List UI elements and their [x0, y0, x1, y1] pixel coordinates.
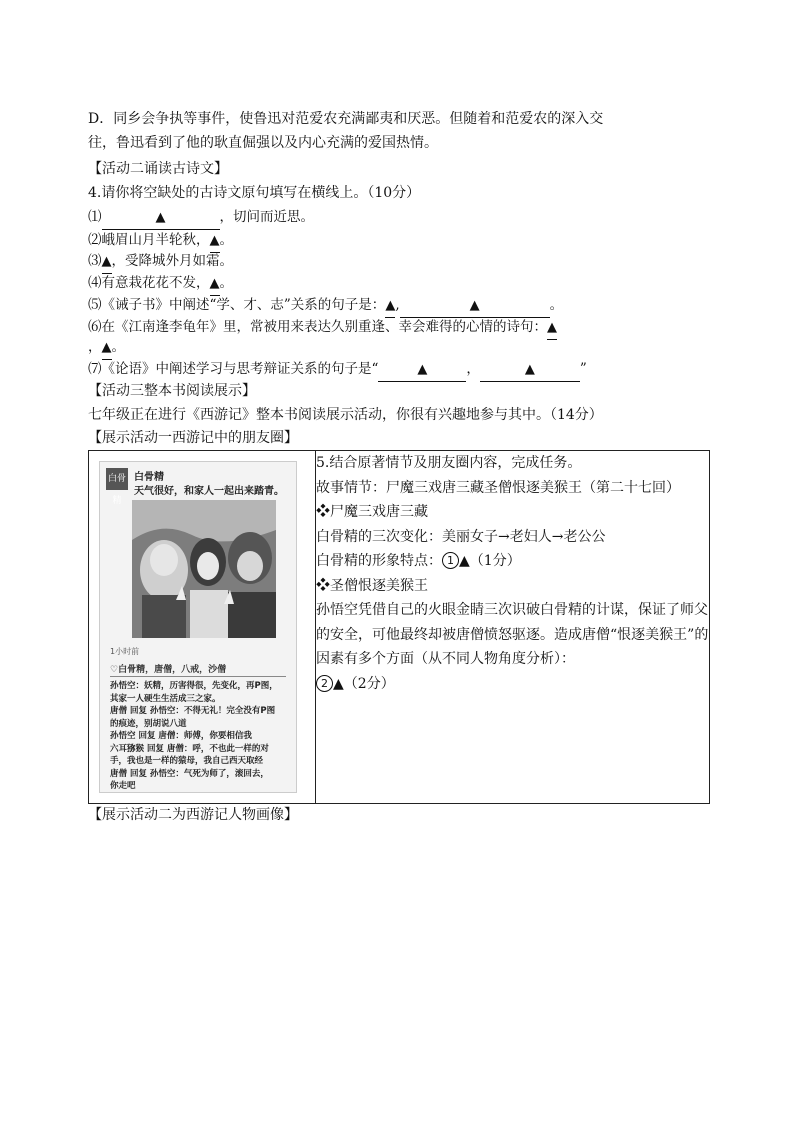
moments-table: [88, 450, 710, 804]
comment: 的痕迹，别胡说八道: [110, 718, 187, 729]
q4-item1-num: ⑴: [88, 209, 102, 225]
punct: 。: [219, 232, 233, 248]
answer-blank[interactable]: [400, 294, 550, 318]
option-d-line2: 往，鲁迅看到了他的耿直倔强以及内心充满的爱国热情。: [88, 135, 438, 151]
comment: 孙悟空 回复 唐僧：师傅，你要相信我: [110, 731, 252, 741]
triangle-icon: ▲: [524, 362, 535, 377]
q4-item2-text: ⑵峨眉山月半轮秋，: [88, 232, 210, 248]
post-time: 1小时前: [110, 647, 140, 656]
triangle-icon: ▲: [547, 320, 557, 335]
circled-number-2: 2: [316, 675, 333, 692]
q4-stem: 4.请你将空缺处的古诗文原句填写在横线上。（10分）: [88, 185, 421, 201]
triangle-icon[interactable]: ▲: [333, 675, 344, 692]
q5-trait-score: （1分）: [469, 553, 521, 569]
q5-subheading-2: ❖圣僧恨逐美猴王: [316, 577, 428, 594]
comment: 六耳猕猴 回复 唐僧：呼，不也此一样的对: [110, 743, 269, 754]
triangle-icon: ▲: [385, 298, 396, 313]
q4-item6-cont: [88, 336, 125, 360]
punct: 。: [111, 339, 125, 355]
punct: ，: [466, 361, 480, 377]
q4-item4: [88, 272, 233, 296]
answer-blank[interactable]: [547, 316, 557, 340]
triangle-icon: ▲: [155, 210, 166, 225]
q4-item7: [88, 358, 587, 382]
q4-item6: [88, 316, 557, 340]
answer-blank[interactable]: [210, 272, 220, 296]
triangle-icon: ▲: [101, 254, 112, 269]
q5-cell: [316, 451, 710, 804]
comment: 孙悟空：妖精，历害得很，先变化，再P图，: [110, 681, 278, 691]
answer-blank[interactable]: [385, 294, 395, 318]
post-photo: [132, 500, 276, 638]
activity3-heading: 【活动三整本书阅读展示】: [88, 383, 256, 399]
punct: ,: [395, 297, 400, 313]
punct: ”: [579, 361, 587, 377]
q5-plot: 故事情节：尸魔三戏唐三藏圣僧恨逐美猴王（第二十七回）: [316, 479, 680, 496]
answer-blank[interactable]: [480, 358, 580, 382]
q4-item3-text: ，受降城外月如霜。: [111, 253, 233, 269]
activity3-intro: 七年级正在进行《西游记》整本书阅读展示活动，你很有兴趣地参与其中。（14分）: [88, 407, 603, 423]
avatar: 白骨精: [106, 468, 128, 490]
show1-heading: 【展示活动一西游记中的朋友圈】: [88, 430, 298, 446]
poster-name: 白骨精: [134, 472, 164, 483]
comment: 你走吧: [110, 781, 136, 791]
comment: 其家一人硬生生活成三之家。: [110, 693, 221, 704]
q4-item4-text: ⑷有意栽花花不发，: [88, 275, 210, 291]
q5-analysis: 孙悟空凭借自己的火眼金睛三次识破白骨精的计谋，保证了师父的安全，可他最终却被唐僧愤怒驱逐。造成唐僧“恨逐美猴王”的因素有多个方面（从不同人物角度分析）：: [316, 602, 709, 667]
answer-blank[interactable]: [102, 250, 112, 274]
q4-item3: [88, 250, 233, 274]
q4-item1: [88, 206, 314, 230]
triangle-icon: ▲: [209, 233, 220, 248]
comment: 手，我也是一样的猿母，我自己西天取经: [110, 756, 264, 766]
answer-blank[interactable]: [102, 206, 220, 230]
q4-item3-num: ⑶: [88, 253, 102, 269]
comments-list: [110, 680, 290, 793]
moments-screenshot: [99, 461, 297, 793]
comment: 唐僧 回复 孙悟空：气死为师了，滚回去，: [110, 768, 269, 779]
comment: 唐僧 回复 孙悟空：不得无礼！完全没有P图: [110, 706, 276, 716]
likes-list: ♡白骨精，唐僧，八戒，沙僧: [110, 665, 227, 675]
punct: 。: [219, 275, 233, 291]
q5-trait: [316, 549, 709, 574]
triangle-icon[interactable]: ▲: [459, 553, 470, 569]
q5-subheading-1: ❖尸魔三戏唐三藏: [316, 504, 428, 520]
triangle-icon: ▲: [417, 362, 428, 377]
q4-item5-text: ⑸《诫子书》中阐述“学、才、志”关系的句子是：: [88, 297, 386, 313]
punct: ，: [88, 339, 102, 355]
triangle-icon: ▲: [469, 298, 480, 313]
circled-number-1: 1: [442, 552, 459, 569]
q4-item1-text: ，切问而近思。: [219, 209, 314, 225]
post-text: 天气很好，和家人一起出来踏青。: [134, 486, 284, 497]
triangle-icon: ▲: [101, 340, 112, 355]
photo-illustration: [132, 500, 276, 638]
q5-answer-2: [316, 672, 709, 697]
divider: [110, 676, 286, 677]
punct: 。: [549, 297, 564, 313]
q4-item6-text: ⑹在《江南逢李龟年》里，常被用来表达久别重逢、幸会难得的心情的诗句：: [88, 319, 547, 335]
q5-trait-label: 白骨精的形象特点：: [316, 553, 442, 569]
show2-heading: 【展示活动二为西游记人物画像】: [88, 807, 298, 823]
triangle-icon: ▲: [209, 276, 220, 291]
q4-item7-text: ⑺《论语》中阐述学习与思考辩证关系的句子是“: [88, 361, 379, 377]
option-d-line1: D．同乡会争执等事件，使鲁迅对范爱农充满鄙夷和厌恶。但随着和范爱农的深入交: [88, 111, 604, 127]
answer-blank[interactable]: [102, 336, 112, 360]
q5-changes: 白骨精的三次变化：美丽女子→老妇人→老公公: [316, 528, 606, 545]
q5-stem: 5.结合原著情节及朋友圈内容，完成任务。: [316, 455, 582, 471]
answer-blank[interactable]: [378, 358, 466, 382]
activity2-heading: 【活动二诵读古诗文】: [88, 161, 228, 177]
q5-analysis-score: （2分）: [343, 675, 395, 692]
q4-item5: [88, 294, 563, 318]
moments-screenshot-cell: [89, 451, 316, 804]
